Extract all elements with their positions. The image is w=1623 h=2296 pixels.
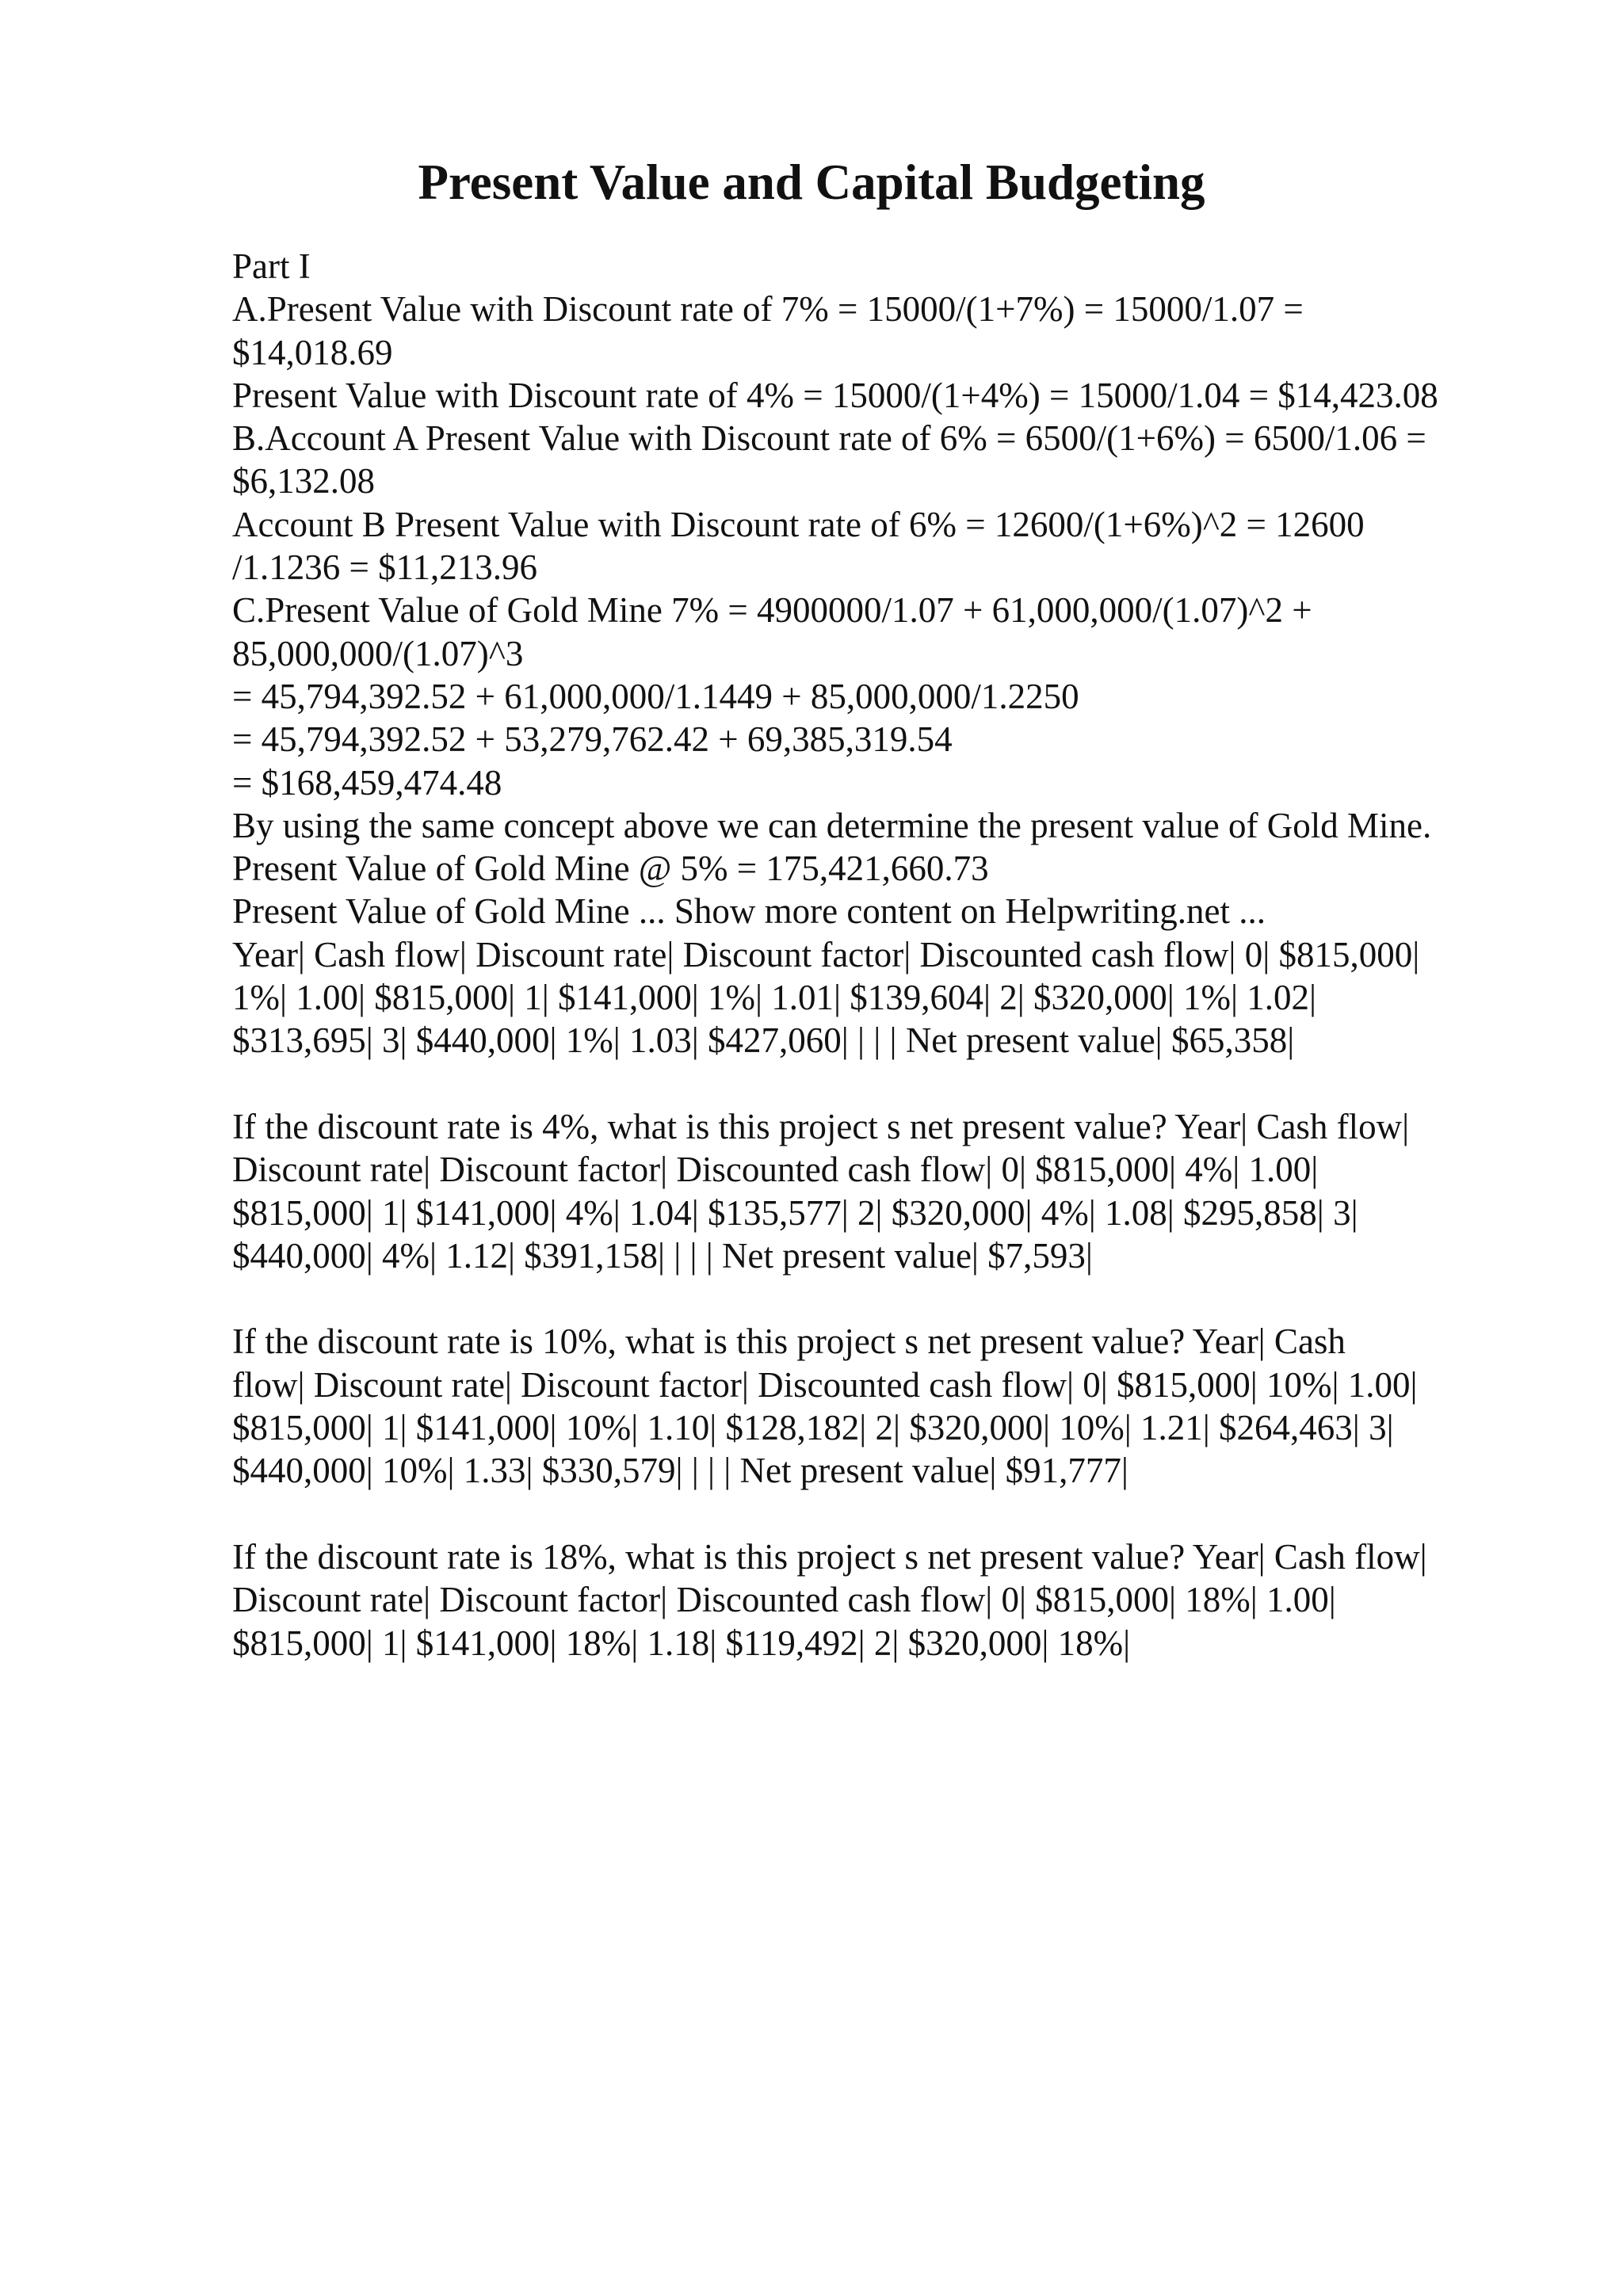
paragraph-gap: [232, 1277, 1500, 1320]
text-line: If the discount rate is 10%, what is this project s net present value? Year| Cash: [232, 1322, 1346, 1362]
section-heading: Part I: [232, 246, 311, 286]
text-line: A.Present Value with Discount rate of 7% = 15000/(1+7%) = 15000/1.07 =: [232, 289, 1304, 330]
text-line: Present Value of Gold Mine ... Show more content on Helpwriting.net ...: [232, 891, 1266, 932]
text-line: $815,000| 1| $141,000| 4%| 1.04| $135,577| 2| $320,000| 4%| 1.08| $295,858| 3|: [232, 1192, 1358, 1233]
text-line: By using the same concept above we can determine the present value of Gold Mine.: [232, 805, 1432, 845]
text-line: $440,000| 4%| 1.12| $391,158| | | | Net present value| $7,593|: [232, 1235, 1093, 1276]
text-line: Discount rate| Discount factor| Discounted cash flow| 0| $815,000| 18%| 1.00|: [232, 1580, 1336, 1620]
text-line: Account B Present Value with Discount rate of 6% = 12600/(1+6%)^2 = 12600: [232, 504, 1365, 544]
text-line: If the discount rate is 4%, what is this project s net present value? Year| Cash flow|: [232, 1106, 1410, 1146]
text-line: Discount rate| Discount factor| Discounted cash flow| 0| $815,000| 4%| 1.00|: [232, 1150, 1319, 1190]
text-line: $14,018.69: [232, 332, 393, 372]
text-line: $815,000| 1| $141,000| 18%| 1.18| $119,492| 2| $320,000| 18%|: [232, 1623, 1131, 1663]
text-line: $815,000| 1| $141,000| 10%| 1.10| $128,182| 2| $320,000| 10%| 1.21| $264,463| 3|: [232, 1408, 1394, 1448]
text-line: 1%| 1.00| $815,000| 1| $141,000| 1%| 1.01| $139,604| 2| $320,000| 1%| 1.02|: [232, 978, 1317, 1018]
paragraph-gap: [232, 1062, 1500, 1105]
text-line: B.Account A Present Value with Discount rate of 6% = 6500/(1+6%) = 6500/1.06 =: [232, 418, 1426, 459]
text-line: $440,000| 10%| 1.33| $330,579| | | | Net present value| $91,777|: [232, 1451, 1128, 1491]
document-title: Present Value and Capital Budgeting: [418, 154, 1205, 210]
text-line: Present Value of Gold Mine @ 5% = 175,421,660.73: [232, 849, 989, 889]
text-line: Present Value with Discount rate of 4% = 15000/(1+4%) = 15000/1.04 = $14,423.08: [232, 375, 1438, 415]
text-line: If the discount rate is 18%, what is this project s net present value? Year| Cash flow|: [232, 1536, 1427, 1577]
text-line: = $168,459,474.48: [232, 762, 502, 803]
text-line: flow| Discount rate| Discount factor| Discounted cash flow| 0| $815,000| 10%| 1.00|: [232, 1364, 1418, 1405]
text-line: $6,132.08: [232, 461, 375, 502]
text-line: 85,000,000/(1.07)^3: [232, 633, 524, 673]
text-line: Year| Cash flow| Discount rate| Discount factor| Discounted cash flow| 0| $815,000|: [232, 934, 1420, 974]
paragraph-gap: [232, 1493, 1500, 1535]
text-line: = 45,794,392.52 + 61,000,000/1.1449 + 85,000,000/1.2250: [232, 676, 1079, 716]
text-line: C.Present Value of Gold Mine 7% = 4900000/1.07 + 61,000,000/(1.07)^2 +: [232, 590, 1312, 631]
text-line: /1.1236 = $11,213.96: [232, 547, 537, 588]
text-line: = 45,794,392.52 + 53,279,762.42 + 69,385,319.54: [232, 719, 953, 760]
document-body: [232, 245, 1500, 1665]
text-line: $313,695| 3| $440,000| 1%| 1.03| $427,060| | | | Net present value| $65,358|: [232, 1020, 1295, 1061]
